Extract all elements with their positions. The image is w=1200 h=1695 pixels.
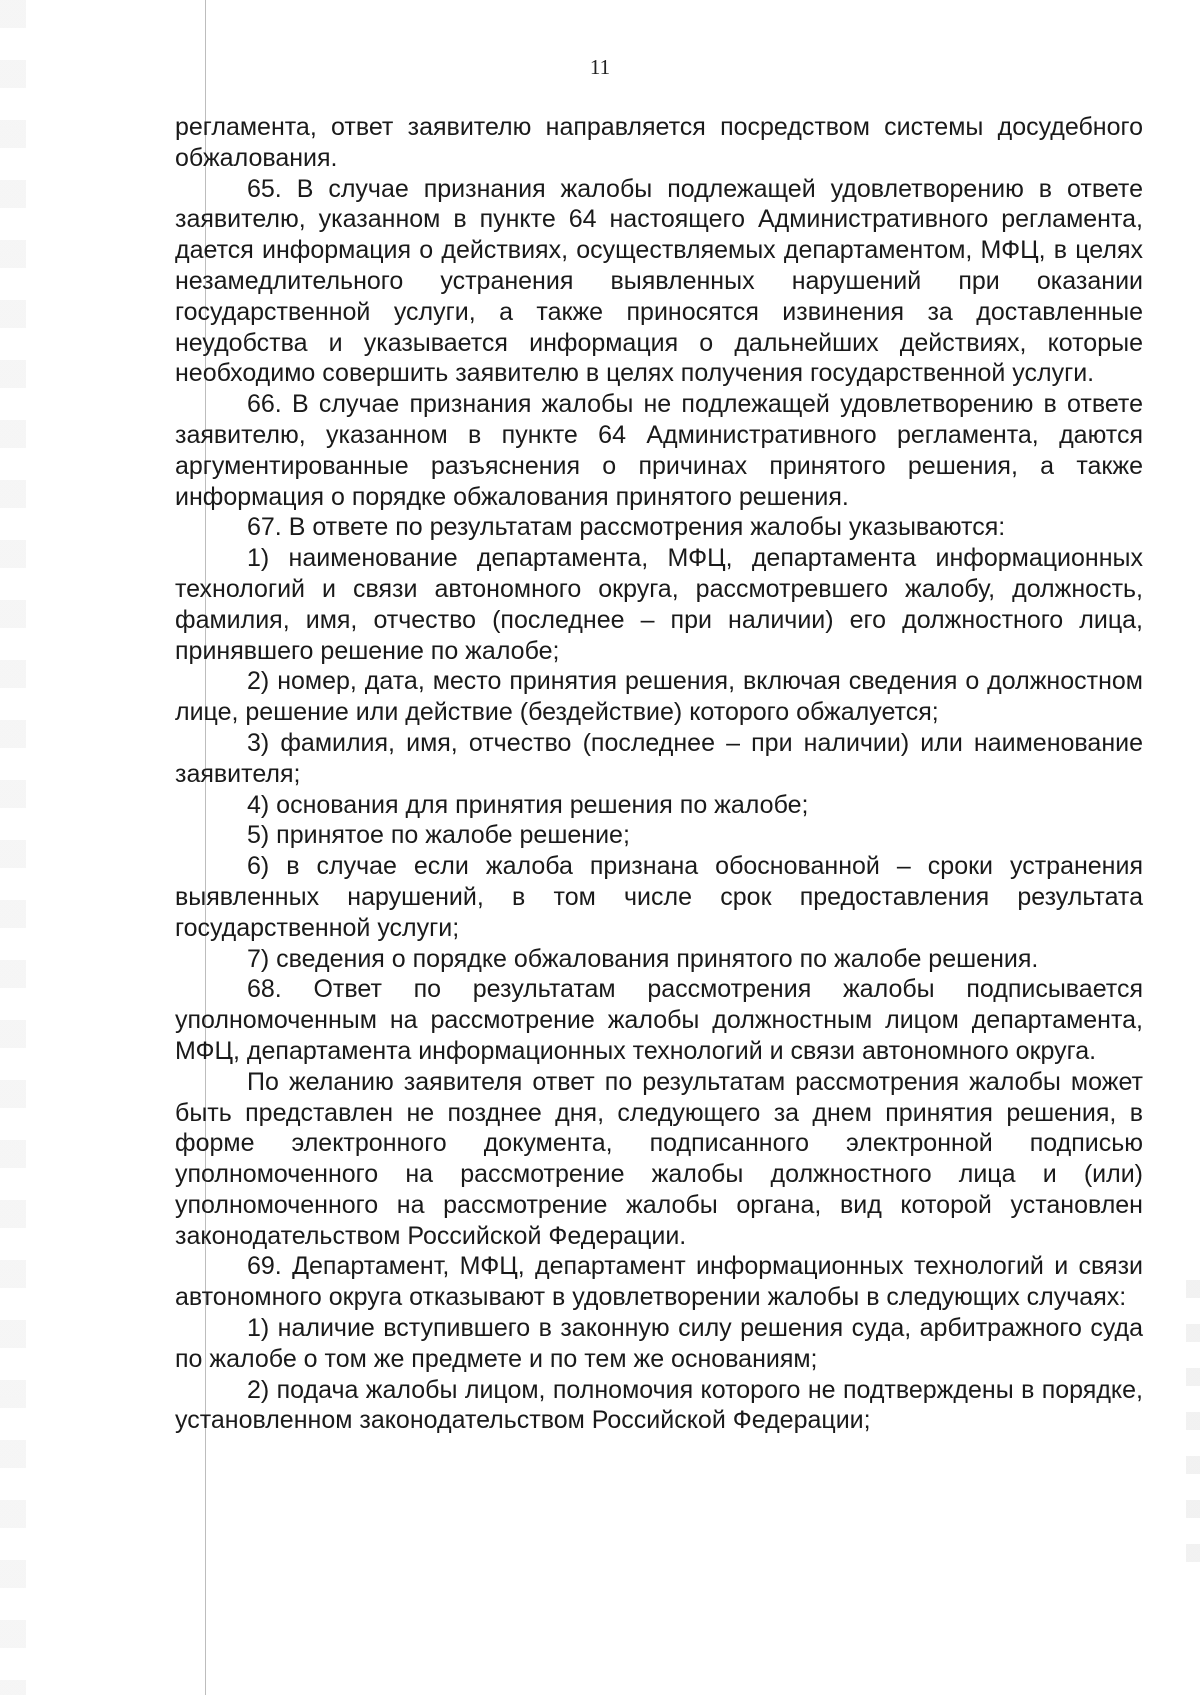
paragraph: 2) номер, дата, место принятия решения, включая сведения о должностном лице, решение или действие (бездействие) которого обжалуется; (175, 667, 1143, 727)
paragraph: 3) фамилия, имя, отчество (последнее – при наличии) или наименование заявителя; (175, 728, 1143, 788)
paragraph: 69. Департамент, МФЦ, департамент информационных технологий и связи автономного округа отказывают в удовлетворении жалобы в следующих случаях: (175, 1252, 1143, 1312)
paragraph: 65. В случае признания жалобы подлежащей удовлетворению в ответе заявителю, указанном в пункте 64 настоящего Административного регламента, дается информация о действиях, осуществляемых департаментом, МФЦ, в целях незамедлительного устранения выявленных нарушений при оказании государственной услуги, а также приносятся извинения за доставленные неудобства и указывается информация о дальнейших действиях, которые необходимо совершить заявителю в целях получения государственной услуги. (175, 174, 1143, 388)
paragraph: 68. Ответ по результатам рассмотрения жалобы подписывается уполномоченным на рассмотрение жалобы должностным лицом департамента, МФЦ, департамента информационных технологий и связи автономного округа. (175, 975, 1143, 1065)
paragraph: 1) наличие вступившего в законную силу решения суда, арбитражного суда по жалобе о том же предмете и по тем же основаниям; (175, 1314, 1143, 1373)
paragraph: 6) в случае если жалоба признана обоснованной – сроки устранения выявленных нарушений, в том числе срок предоставления результата государственной услуги; (175, 852, 1143, 942)
paragraph: регламента, ответ заявителю направляется посредством системы досудебного обжалования. (175, 113, 1143, 172)
scan-edge-artifact-right (1186, 1280, 1200, 1580)
paragraph: По желанию заявителя ответ по результатам рассмотрения жалобы может быть представлен не позднее дня, следующего за днем принятия решения, в форме электронного документа, подписанного электронной подписью уполномоченного на рассмотрение жалобы должностного лица и (или) уполномоченного на рассмотрение жалобы органа, вид которой установлен законодательством Российской Федерации. (175, 1067, 1143, 1250)
document-body (175, 112, 1143, 1436)
paragraph: 66. В случае признания жалобы не подлежащей удовлетворению в ответе заявителю, указанном в пункте 64 Административного регламента, даются аргументированные разъяснения о причинах принятого решения, а также информация о порядке обжалования принятого решения. (175, 390, 1143, 511)
paragraph: 1) наименование департамента, МФЦ, департамента информационных технологий и связи автономного округа, рассмотревшего жалобу, должность, фамилия, имя, отчество (последнее – при наличии) его должностного лица, принявшего решение по жалобе; (175, 544, 1143, 665)
paragraph: 5) принятое по жалобе решение; (247, 821, 630, 850)
paragraph: 2) подача жалобы лицом, полномочия которого не подтверждены в порядке, установленном законодательством Российской Федерации; (175, 1375, 1143, 1435)
paragraph: 67. В ответе по результатам рассмотрения жалобы указываются: (247, 513, 1006, 542)
paragraph: 4) основания для принятия решения по жалобе; (247, 790, 809, 819)
paragraph: 7) сведения о порядке обжалования принятого по жалобе решения. (247, 944, 1039, 973)
page-number: 11 (589, 55, 611, 79)
scan-edge-artifact (0, 0, 26, 1695)
